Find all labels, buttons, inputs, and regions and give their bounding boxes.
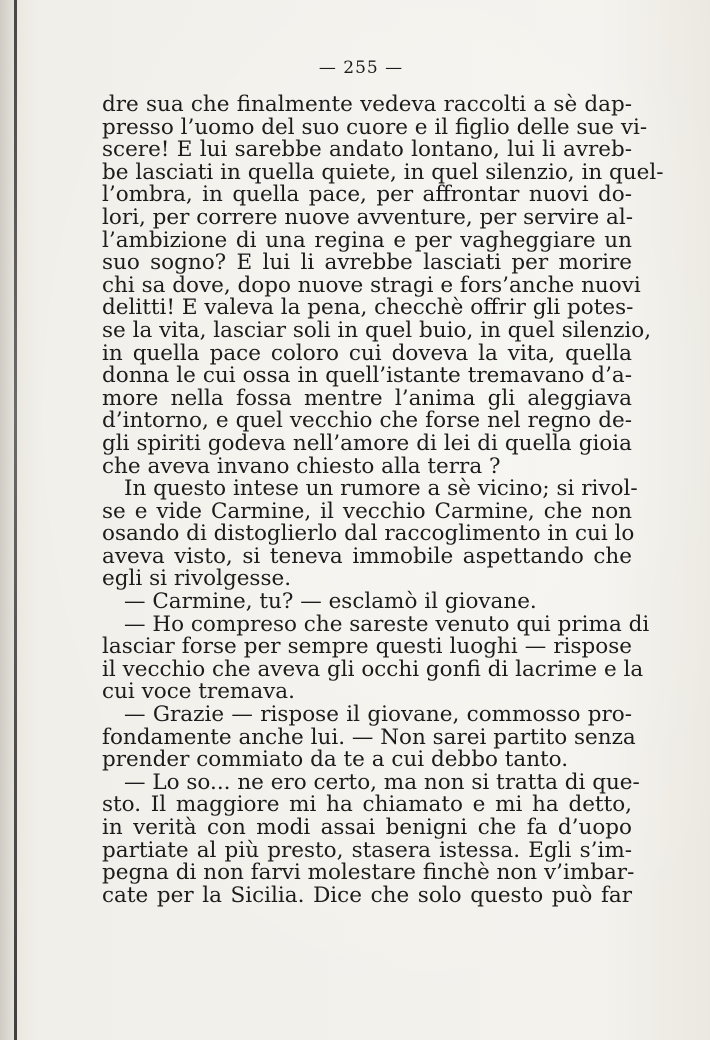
text-line: il vecchio che aveva gli occhi gonfi di lacrime e la — [102, 656, 644, 682]
text-line: fondamente anche lui. — Non sarei partito senza — [102, 724, 636, 750]
text-line: be lasciati in quella quiete, in quel silenzio, in quel- — [102, 159, 664, 185]
page-number: — 255 — — [318, 58, 404, 78]
text-line: suo sogno? E lui li avrebbe lasciati per morire — [102, 250, 632, 276]
text-line: dre sua che finalmente vedeva raccolti a sè dap- — [102, 92, 632, 117]
text-line: d’intorno, e quel vecchio che forse nel regno de- — [102, 408, 632, 434]
text-line: in quella pace coloro cui doveva la vita, quella — [102, 340, 632, 366]
binding-edge — [14, 0, 17, 1040]
text-line: l’ombra, in quella pace, per affrontar nuovi do- — [102, 182, 632, 208]
text-line: partiate al più presto, stasera istessa. Egli s’im- — [102, 837, 632, 863]
text-line: cate per la Sicilia. Dice che solo questo può far — [102, 882, 632, 908]
text-line: — Ho compreso che sareste venuto qui prima di — [124, 611, 650, 637]
text-line: chi sa dove, dopo nuove stragi e fors’anche nuovi — [102, 272, 641, 298]
text-line: delitti! E valeva la pena, checchè offrir gli potes- — [102, 295, 634, 321]
text-line: cui voce tremava. — [102, 679, 295, 705]
text-line: sto. Il maggiore mi ha chiamato e mi ha detto, — [102, 792, 632, 818]
text-line: se la vita, lasciar soli in quel buio, in quel silenzio, — [102, 317, 652, 343]
body-text — [102, 92, 664, 908]
text-line: presso l’uomo del suo cuore e il figlio delle sue vi- — [102, 114, 648, 140]
binding-shadow — [0, 0, 14, 1040]
text-line: — Lo so... ne ero certo, ma non si tratta di que- — [124, 769, 640, 795]
text-line: che aveva invano chiesto alla terra ? — [102, 453, 501, 479]
text-line: scere! E lui sarebbe andato lontano, lui li avreb- — [102, 137, 632, 163]
text-line: lori, per correre nuove avventure, per servire al- — [102, 204, 633, 230]
text-line: prender commiato da te a cui debbo tanto. — [102, 747, 569, 773]
text-line: donna le cui ossa in quell’istante tremavano d’a- — [102, 363, 632, 389]
text-line: In questo intese un rumore a sè vicino; si rivol- — [124, 476, 638, 502]
text-line: — Grazie — rispose il giovane, commosso pro- — [124, 702, 632, 728]
text-line: se e vide Carmine, il vecchio Carmine, che non — [102, 498, 632, 524]
text-line: lasciar forse per sempre questi luoghi — rispose — [102, 634, 632, 660]
text-line: gli spiriti godeva nell’amore di lei di quella gioia — [102, 430, 632, 456]
text-line: in verità con modi assai benigni che fa d’uopo — [102, 815, 632, 840]
text-line: pegna di non farvi molestare finchè non v’imbar- — [102, 860, 635, 886]
text-line: aveva visto, si teneva immobile aspettando che — [102, 543, 632, 569]
text-line: l’ambizione di una regina e per vagheggiare un — [102, 227, 632, 253]
text-line: more nella fossa mentre l’anima gli aleggiava — [102, 385, 632, 411]
text-line: osando di distoglierlo dal raccoglimento in cui lo — [102, 521, 635, 547]
text-line: — Carmine, tu? — esclamò il giovane. — [124, 589, 537, 615]
text-line: egli si rivolgesse. — [102, 566, 292, 592]
